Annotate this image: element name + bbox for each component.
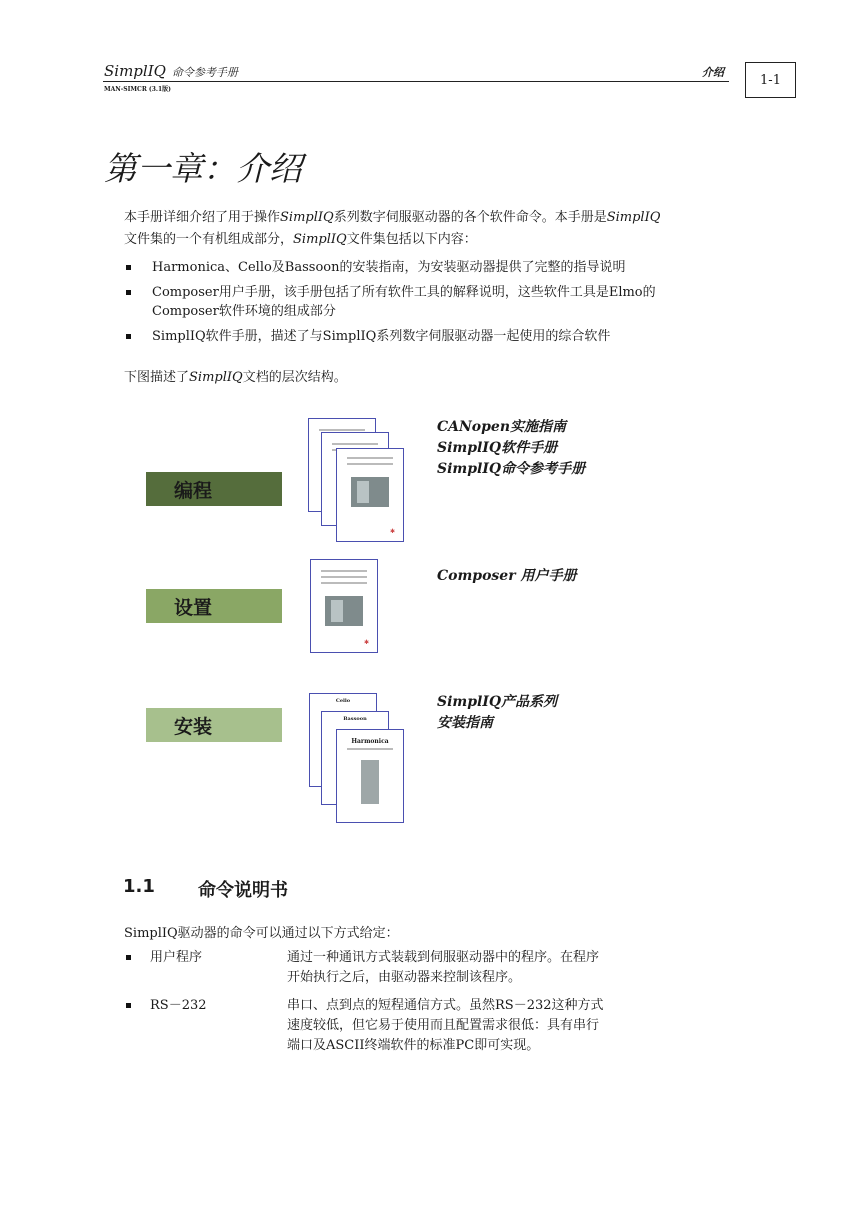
diagram-intro-brand: SimplIQ <box>189 370 243 385</box>
bullet-icon <box>126 1003 131 1008</box>
diagram-intro-text: 下图描述了 <box>124 370 190 385</box>
method-row <box>124 996 764 1062</box>
stage-label: 安装 <box>174 715 213 738</box>
method-desc-line: 通过一种通讯方式装载到伺服驱动器中的程序。在程序 <box>287 950 600 965</box>
intro-text: 文件集包括以下内容： <box>346 232 477 247</box>
intro-line-1 <box>124 208 754 228</box>
stage-programming <box>146 472 282 506</box>
intro-text: 文件集的一个有机组成部分， <box>124 232 294 247</box>
section-number: 1.1 <box>123 876 155 897</box>
stage-label: 编程 <box>174 479 213 502</box>
intro-brand: SimplIQ <box>293 232 347 247</box>
chapter-title: 第一章：介绍 <box>104 149 302 188</box>
diagram-intro-text: 文档的层次结构。 <box>242 370 347 385</box>
diagram-intro <box>124 368 754 388</box>
header-section: 介绍 <box>702 66 724 79</box>
document-set-list <box>124 258 764 352</box>
stage-installation <box>146 708 282 742</box>
stage-label: 设置 <box>174 596 213 619</box>
doc-cover-title: Bassoon <box>343 716 367 722</box>
list-item-text: Composer软件环境的组成部分 <box>152 304 336 319</box>
method-term: 用户程序 <box>150 950 203 965</box>
elmo-logo-icon: ✱ <box>363 639 369 646</box>
method-desc-line: 串口、点到点的短程通信方式。虽然RS－232这种方式 <box>287 998 604 1013</box>
intro-line-2 <box>124 230 754 250</box>
manual-brand: SimplIQ <box>104 62 166 80</box>
manual-subtitle: 命令参考手册 <box>171 66 238 79</box>
page-number: 1-1 <box>745 62 796 98</box>
method-desc <box>287 948 667 988</box>
list-item <box>124 283 764 321</box>
list-item-text: Composer用户手册，该手册包括了所有软件工具的解释说明，这些软件工具是Elmo的 <box>152 285 656 300</box>
doc-label: Composer 用户手册 <box>437 568 577 584</box>
doc-label: 安装指南 <box>437 715 493 731</box>
method-desc-line: 开始执行之后，由驱动器来控制该程序。 <box>287 970 522 985</box>
doc-label: CANopen实施指南 <box>437 419 567 435</box>
bullet-icon <box>126 955 131 960</box>
setup-docs-labels <box>437 566 576 587</box>
list-item <box>124 258 764 277</box>
install-docs-labels <box>437 692 557 734</box>
header-title <box>104 62 238 80</box>
doc-label: SimplIQ软件手册 <box>437 440 558 456</box>
method-term: RS－232 <box>150 998 207 1013</box>
list-item-text: SimplIQ软件手册，描述了与SimplIQ系列数字伺服驱动器一起使用的综合软件 <box>152 329 611 344</box>
list-item-text: Harmonica、Cello及Bassoon的安装指南，为安装驱动器提供了完整的指导说明 <box>152 260 626 275</box>
list-item <box>124 327 764 346</box>
method-row <box>124 948 764 992</box>
doc-cover-title: Harmonica <box>351 738 389 745</box>
doc-label: SimplIQ产品系列 <box>437 694 558 710</box>
elmo-logo-icon: ✱ <box>389 528 395 535</box>
doc-cover <box>336 448 404 542</box>
doc-cover <box>310 559 378 653</box>
intro-brand: SimplIQ <box>280 210 334 225</box>
drive-image <box>361 760 379 804</box>
intro-brand: SimplIQ <box>606 210 661 225</box>
stage-setup <box>146 589 282 623</box>
document-code: MAN-SIMCR (3.1版) <box>104 86 172 93</box>
section-intro: SimplIQ驱动器的命令可以通过以下方式给定： <box>124 926 399 941</box>
doc-label: SimplIQ命令参考手册 <box>437 461 586 477</box>
method-desc <box>287 996 667 1056</box>
section-title: 命令说明书 <box>198 880 288 901</box>
intro-text: 系列数字伺服驱动器的各个软件命令。本手册是 <box>333 210 607 225</box>
method-desc-line: 端口及ASCII终端软件的标准PC即可实现。 <box>287 1038 540 1053</box>
doc-cover-title: Cello <box>335 698 351 704</box>
doc-cover <box>336 729 404 823</box>
method-desc-line: 速度较低，但它易于使用而且配置需求很低：具有串行 <box>287 1018 600 1033</box>
programming-docs-labels <box>437 417 585 480</box>
intro-text: 本手册详细介绍了用于操作 <box>124 210 281 225</box>
header-rule <box>103 81 729 82</box>
